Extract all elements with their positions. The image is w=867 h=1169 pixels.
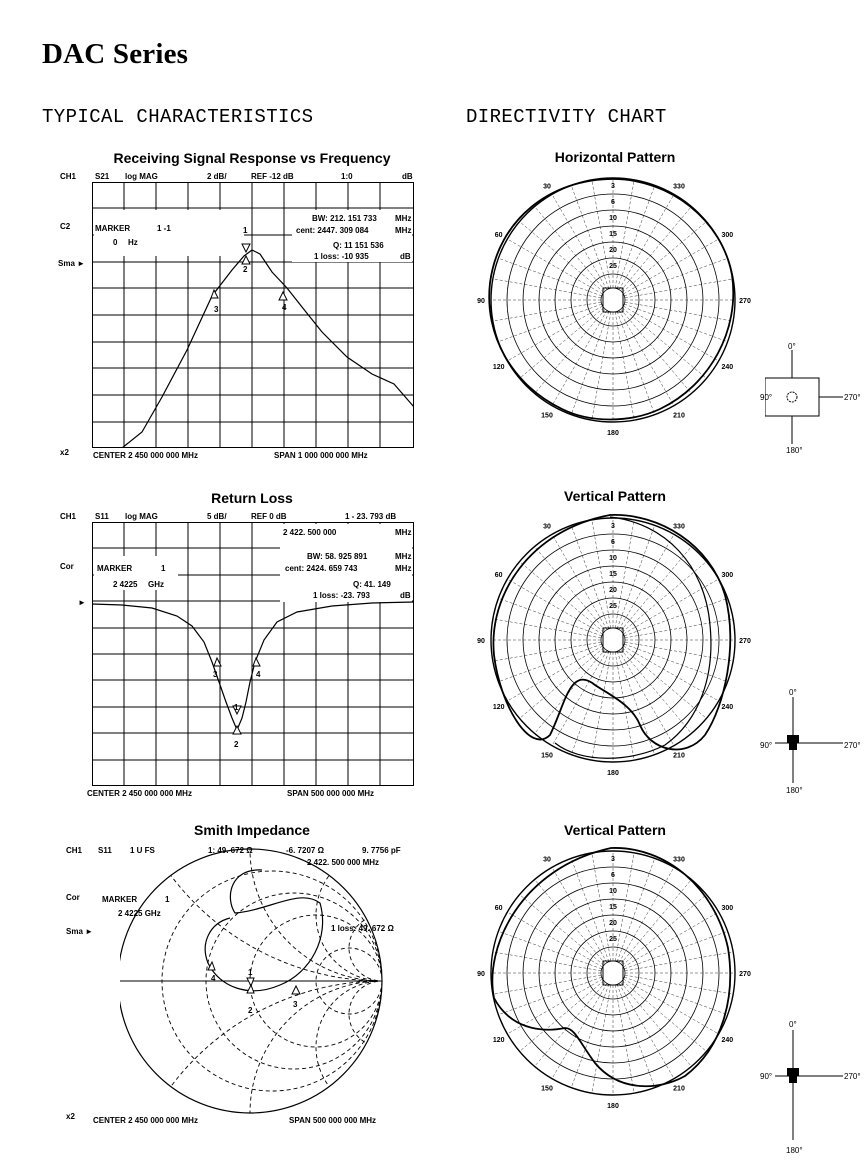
polar1-ring-label: 25 — [609, 263, 617, 270]
chart3-x2: x2 — [66, 1112, 75, 1121]
polar1-angle-label: 180 — [607, 430, 619, 435]
chart1-c2: C2 — [60, 222, 71, 231]
polar1-ring-label: 3 — [611, 183, 615, 190]
chart3-x: -6. 7207 Ω — [286, 846, 324, 855]
polar1-ring-label: 6 — [611, 199, 615, 206]
polar1-angle-label: 240 — [721, 364, 734, 371]
chart2-center: CENTER 2 450 000 000 MHz — [87, 789, 192, 798]
chart2-bw: BW: 58. 925 891 — [307, 552, 368, 561]
chart2-cent: cent: 2424. 659 743 — [285, 564, 358, 573]
chart3-span: SPAN 500 000 000 MHz — [289, 1116, 377, 1125]
polar2-angle-label: 30 — [543, 523, 551, 531]
polar1-angle-label: 30 — [543, 183, 551, 191]
polar3-angle-label: 30 — [543, 856, 551, 864]
chart1-q: Q: 11 151 536 — [333, 241, 384, 250]
polar1-antenna-icon — [603, 288, 623, 312]
polar1-orient-diagram — [765, 350, 845, 448]
chart2-format: log MAG — [125, 512, 158, 521]
chart2-freq: 2 422. 500 000 — [283, 528, 337, 537]
polar2-angle-label: 270 — [739, 638, 751, 645]
polar2-title: Vertical Pattern — [564, 488, 666, 504]
chart3-m3: 3 — [293, 1000, 298, 1009]
polar1-angle-label: 300 — [721, 232, 734, 239]
chart3-markers — [208, 962, 300, 994]
right-section-heading: DIRECTIVITY CHART — [466, 106, 667, 128]
page-title: DAC Series — [42, 38, 189, 70]
chart1-bw-unit: MHz — [395, 214, 412, 223]
polar3-angle-label: 120 — [492, 1037, 505, 1044]
polar2-angle-label: 120 — [492, 704, 505, 711]
polar1-title: Horizontal Pattern — [554, 149, 676, 165]
polar1-angle-label: 210 — [673, 412, 685, 420]
polar3-orient-diagram — [775, 1030, 845, 1142]
polar3-ring-label: 6 — [611, 872, 615, 879]
chart3-marker-freq: 2 4225 GHz — [118, 909, 161, 918]
polar2-angle-label: 150 — [541, 752, 553, 760]
chart2-m1: 1 — [234, 703, 239, 712]
chart3-format: 1 U FS — [130, 846, 155, 855]
chart1-ratio: 1:0 — [341, 172, 353, 181]
chart1-scale: 2 dB/ — [207, 172, 227, 181]
polar2-angle-label: 90 — [477, 638, 485, 645]
chart2-ref: REF 0 dB — [251, 512, 287, 521]
polar3-ring-label: 10 — [609, 888, 617, 895]
chart1-marker-freq: 0 — [113, 238, 118, 247]
chart2-m2: 2 — [234, 740, 239, 749]
polar3-pattern — [492, 848, 730, 1086]
polar3-orient-top: 0° — [789, 1020, 797, 1029]
chart3-marker-value: 1 — [165, 895, 170, 904]
polar2-angle-label: 210 — [673, 752, 685, 760]
chart3-freq: 2 422. 500 000 MHz — [307, 858, 380, 867]
chart1-ref: REF -12 dB — [251, 172, 294, 181]
polar3-orient-bottom: 180° — [786, 1146, 803, 1155]
chart1-marker-label: MARKER — [95, 224, 131, 233]
polar1-angle-label: 270 — [739, 298, 751, 305]
chart3-cor: Cor — [66, 893, 80, 902]
chart3-ch: CH1 — [66, 846, 83, 855]
chart2-q: Q: 41. 149 — [353, 580, 391, 589]
chart2-loss: 1 loss: -23. 793 — [313, 591, 370, 600]
polar1-chart — [470, 165, 760, 435]
polar1-angle-label: 60 — [494, 232, 503, 239]
polar3-ring-label: 15 — [609, 904, 617, 911]
chart3-marker-label: MARKER — [102, 895, 138, 904]
chart1-m1: 1 — [243, 226, 248, 235]
chart1-title: Receiving Signal Response vs Frequency — [113, 150, 391, 166]
chart2-ch: CH1 — [60, 512, 77, 521]
polar2-angle-label: 330 — [673, 523, 685, 531]
polar1-angle-label: 150 — [541, 412, 553, 420]
chart1-m2: 2 — [243, 265, 248, 274]
polar2-orient-top: 0° — [789, 688, 797, 697]
polar2-orient-left: 90° — [760, 741, 773, 750]
chart2-cor: Cor — [60, 562, 74, 571]
polar1-ring-label: 10 — [609, 215, 617, 222]
chart1-marker-value: 1 -1 — [157, 224, 171, 233]
chart2-m3: 3 — [213, 670, 218, 679]
polar2-angle-label: 60 — [494, 572, 503, 579]
polar3-angle-label: 150 — [541, 1085, 553, 1093]
polar2-antenna-icon — [603, 628, 623, 652]
chart3-trace — [205, 870, 322, 991]
polar2-angle-label: 240 — [721, 704, 734, 711]
polar3-title: Vertical Pattern — [564, 822, 666, 838]
polar3-angle-label: 180 — [607, 1103, 619, 1108]
chart3-m2: 2 — [248, 1006, 253, 1015]
polar3-chart — [470, 838, 760, 1108]
chart1-trace — [122, 250, 414, 448]
chart1-format: log MAG — [125, 172, 158, 181]
polar1-ring-label: 15 — [609, 231, 617, 238]
polar2-orient-right: 270° — [844, 741, 861, 750]
polar2-ring-label: 15 — [609, 571, 617, 578]
chart3-c: 9. 7756 pF — [362, 846, 401, 855]
chart1-cent-unit: MHz — [395, 226, 412, 235]
chart2-loss-unit: dB — [400, 591, 411, 600]
polar2-angle-label: 180 — [607, 770, 619, 775]
polar2-ring-label: 20 — [609, 587, 617, 594]
polar1-orient-top: 0° — [788, 342, 796, 351]
chart3-param: S11 — [98, 846, 112, 855]
chart2-freq-unit: MHz — [395, 528, 412, 537]
chart2-scale: 5 dB/ — [207, 512, 227, 521]
chart2-marker-freq: 2 4225 — [113, 580, 138, 589]
chart3-r: 1: 49. 672 Ω — [208, 846, 253, 855]
polar1-angle-label: 120 — [492, 364, 505, 371]
chart1-bw: BW: 212. 151 733 — [312, 214, 377, 223]
chart3-loss: 1 loss: 49. 672 Ω — [331, 924, 394, 933]
chart3-title: Smith Impedance — [194, 822, 310, 838]
chart1-m3: 3 — [214, 305, 219, 314]
polar1-ring-label: 20 — [609, 247, 617, 254]
polar1-angle-label: 90 — [477, 298, 485, 305]
polar2-ring-label: 6 — [611, 539, 615, 546]
polar3-ring-label: 20 — [609, 920, 617, 927]
polar2-pattern-2 — [555, 517, 711, 758]
chart2-marker-value: 1 — [161, 564, 166, 573]
chart2-marker-label: MARKER — [97, 564, 133, 573]
polar2-orient-bottom: 180° — [786, 786, 803, 795]
polar2-angle-label: 300 — [721, 572, 734, 579]
chart1-ch: CH1 — [60, 172, 77, 181]
chart1-center: CENTER 2 450 000 000 MHz — [93, 451, 198, 460]
chart3-m1: 1 — [248, 968, 253, 977]
chart1-x2: x2 — [60, 448, 69, 457]
chart2-readout: 1 - 23. 793 dB — [345, 512, 397, 521]
polar3-ring-label: 3 — [611, 856, 615, 863]
chart2-m4: 4 — [256, 670, 261, 679]
polar3-ring-label: 25 — [609, 936, 617, 943]
chart1-param: S21 — [95, 172, 110, 181]
chart3-m4: 4 — [211, 974, 216, 983]
chart2-cent-unit: MHz — [395, 564, 412, 573]
chart1-loss: 1 loss: -10 935 — [314, 252, 369, 261]
chart2-bw-unit: MHz — [395, 552, 412, 561]
polar3-angle-label: 60 — [494, 905, 503, 912]
left-section-heading: TYPICAL CHARACTERISTICS — [42, 106, 314, 128]
polar3-angle-label: 210 — [673, 1085, 685, 1093]
polar1-orient-bottom: 180° — [786, 446, 803, 455]
polar3-angle-label: 90 — [477, 971, 485, 978]
polar3-orient-right: 270° — [844, 1072, 861, 1081]
polar2-ring-label: 25 — [609, 603, 617, 610]
chart3-center: CENTER 2 450 000 000 MHz — [93, 1116, 198, 1125]
chart2-param: S11 — [95, 512, 109, 521]
polar2-ring-label: 10 — [609, 555, 617, 562]
chart2-span: SPAN 500 000 000 MHz — [287, 789, 375, 798]
chart1-sma: Sma ► — [58, 259, 86, 268]
chart1-marker-unit: Hz — [128, 238, 138, 247]
polar2-chart — [470, 505, 760, 775]
chart3-sma: Sma ► — [66, 927, 94, 936]
chart1-loss-unit: dB — [400, 252, 411, 261]
polar3-antenna-icon — [603, 961, 623, 985]
chart2-plot — [92, 522, 414, 786]
polar3-orient-left: 90° — [760, 1072, 773, 1081]
polar3-angle-label: 270 — [739, 971, 751, 978]
polar3-angle-label: 240 — [721, 1037, 734, 1044]
chart1-m4: 4 — [282, 303, 287, 312]
polar1-angle-label: 330 — [673, 183, 685, 191]
polar1-orient-left: 90° — [760, 393, 773, 402]
chart2-title: Return Loss — [211, 490, 293, 506]
polar2-orient-diagram — [775, 697, 845, 787]
polar3-angle-label: 330 — [673, 856, 685, 864]
polar3-angle-label: 300 — [721, 905, 734, 912]
chart2-marker-unit: GHz — [148, 580, 164, 589]
chart1-marker-box — [94, 210, 244, 256]
chart1-unit: dB — [402, 172, 413, 181]
chart1-span: SPAN 1 000 000 000 MHz — [274, 451, 368, 460]
chart1-cent: cent: 2447. 309 084 — [296, 226, 369, 235]
chart2-ref-arrow: ► — [78, 598, 86, 607]
chart3-smith-plot — [120, 848, 390, 1118]
polar1-orient-right: 270° — [844, 393, 861, 402]
polar2-ring-label: 3 — [611, 523, 615, 530]
